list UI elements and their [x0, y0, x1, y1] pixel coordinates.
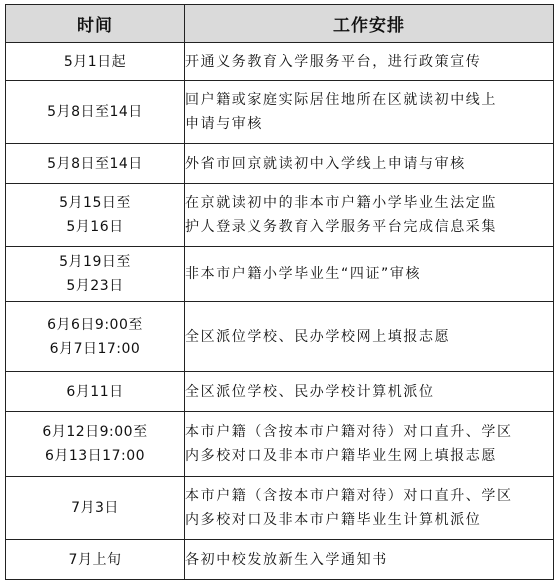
table-row [6, 184, 554, 247]
time-text: 5月15日至 [59, 195, 131, 211]
schedule-sheet [5, 4, 553, 568]
task-text: 内多校对口及非本市户籍毕业生网上填报志愿 [185, 448, 497, 464]
time-text: 5月8日至14日 [47, 155, 143, 172]
task-text: 全区派位学校、民办学校计算机派位 [185, 383, 435, 400]
time-cell [6, 477, 185, 540]
task-text: 各初中校发放新生入学通知书 [185, 551, 388, 568]
table-row [6, 302, 554, 372]
time-cell [6, 540, 185, 580]
table-row [6, 247, 554, 302]
time-text: 6月11日 [66, 383, 124, 400]
task-cell [185, 372, 554, 412]
task-text: 全区派位学校、民办学校网上填报志愿 [185, 328, 451, 345]
table-row [6, 540, 554, 580]
time-text: 6月12日9:00至 [42, 424, 148, 440]
time-cell [6, 144, 185, 184]
time-text: 5月8日至14日 [47, 104, 143, 120]
time-text: 5月16日 [66, 219, 124, 235]
table-row [6, 412, 554, 477]
task-cell [185, 302, 554, 372]
time-column-header: 时间 [6, 5, 185, 43]
table-row [6, 144, 554, 184]
header-row [6, 5, 554, 43]
task-column-header: 工作安排 [185, 5, 554, 43]
time-text: 6月13日17:00 [44, 448, 146, 464]
task-text: 申请与审核 [185, 116, 263, 132]
time-text: 7月3日 [71, 500, 119, 516]
table-row [6, 477, 554, 540]
time-cell [6, 184, 185, 247]
time-text: 6月6日9:00至 [47, 316, 143, 333]
task-text: 开通义务教育入学服务平台，进行政策宣传 [185, 53, 482, 70]
table-row [6, 81, 554, 144]
time-cell [6, 81, 185, 144]
task-text: 本市户籍（含按本市户籍对待）对口直升、学区 [185, 424, 513, 440]
task-text: 内多校对口及非本市户籍毕业生计算机派位 [185, 512, 482, 528]
task-cell [185, 247, 554, 302]
task-text: 外省市回京就读初中入学线上申请与审核 [185, 155, 466, 172]
time-cell [6, 302, 185, 372]
table-row [6, 43, 554, 81]
time-text: 5月23日 [66, 278, 124, 294]
task-cell [185, 540, 554, 580]
task-cell [185, 184, 554, 247]
schedule-table [5, 4, 554, 580]
time-cell [6, 43, 185, 81]
task-cell [185, 43, 554, 81]
task-cell [185, 144, 554, 184]
time-text: 5月1日起 [63, 53, 127, 70]
time-text: 7月上旬 [68, 551, 122, 568]
task-text: 在京就读初中的非本市户籍小学毕业生法定监 [185, 195, 497, 211]
time-text: 6月7日17:00 [49, 340, 141, 357]
schedule-body [6, 43, 554, 580]
task-cell [185, 477, 554, 540]
task-text: 非本市户籍小学毕业生“四证”审核 [185, 266, 422, 282]
time-text: 5月19日至 [59, 254, 131, 270]
task-cell [185, 412, 554, 477]
time-cell [6, 412, 185, 477]
task-text: 本市户籍（含按本市户籍对待）对口直升、学区 [185, 488, 513, 504]
task-cell [185, 81, 554, 144]
time-cell [6, 247, 185, 302]
task-text: 护人登录义务教育入学服务平台完成信息采集 [185, 219, 497, 235]
task-text: 回户籍或家庭实际居住地所在区就读初中线上 [185, 92, 497, 108]
table-row [6, 372, 554, 412]
time-cell [6, 372, 185, 412]
